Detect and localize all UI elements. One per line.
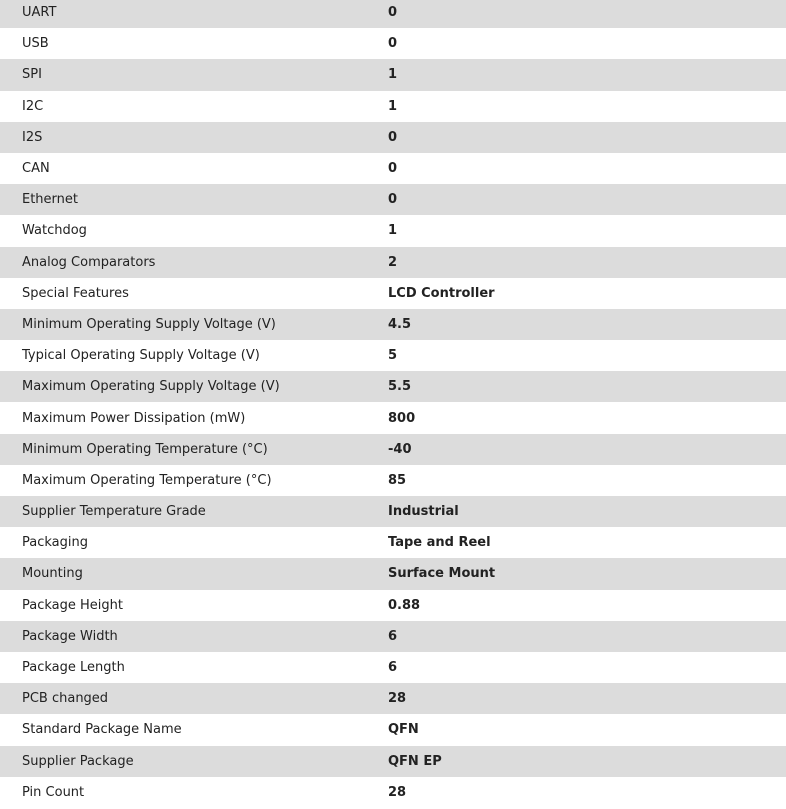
spec-value: LCD Controller: [388, 285, 495, 301]
spec-row-i2s: [0, 122, 786, 153]
spec-value: QFN: [388, 722, 419, 738]
spec-label: Maximum Power Dissipation (mW): [22, 410, 246, 426]
spec-value: Tape and Reel: [388, 535, 491, 551]
spec-value: 28: [388, 691, 407, 707]
spec-label: Maximum Operating Temperature (°C): [22, 472, 272, 488]
spec-label: Supplier Package: [22, 753, 134, 769]
spec-row-uart: [0, 0, 786, 28]
spec-row-can: [0, 153, 786, 184]
spec-row-min-supply-voltage: [0, 309, 786, 340]
spec-value: 1: [388, 67, 398, 83]
spec-label: Analog Comparators: [22, 254, 156, 270]
spec-value: 6: [388, 628, 398, 644]
spec-value: 1: [388, 98, 398, 114]
spec-row-typ-supply-voltage: [0, 340, 786, 371]
spec-row-package-length: [0, 652, 786, 683]
spec-row-temperature-grade: [0, 496, 786, 527]
spec-value: 0.88: [388, 597, 421, 613]
spec-label: I2C: [22, 98, 44, 114]
spec-label: Package Length: [22, 660, 125, 676]
spec-row-max-supply-voltage: [0, 371, 786, 402]
spec-label: Supplier Temperature Grade: [22, 504, 206, 520]
spec-value: 0: [388, 36, 398, 52]
spec-value: 6: [388, 660, 398, 676]
spec-value: Surface Mount: [388, 566, 496, 582]
spec-row-usb: [0, 28, 786, 59]
spec-label: USB: [22, 36, 49, 52]
spec-value: 1: [388, 223, 398, 239]
spec-label: Pin Count: [22, 784, 85, 800]
spec-value: 0: [388, 161, 398, 177]
spec-row-package-width: [0, 621, 786, 652]
spec-label: Minimum Operating Supply Voltage (V): [22, 316, 276, 332]
spec-row-special-features: [0, 278, 786, 309]
spec-label: Package Width: [22, 628, 118, 644]
spec-label: Special Features: [22, 285, 129, 301]
spec-value: 28: [388, 784, 407, 800]
spec-label: UART: [22, 5, 57, 21]
spec-value: 0: [388, 192, 398, 208]
spec-value: 2: [388, 254, 398, 270]
spec-row-packaging: [0, 527, 786, 558]
spec-label: Typical Operating Supply Voltage (V): [22, 348, 260, 364]
spec-row-pin-count: [0, 777, 786, 808]
spec-row-spi: [0, 59, 786, 90]
spec-value: 800: [388, 410, 416, 426]
spec-row-pcb-changed: [0, 683, 786, 714]
spec-label: SPI: [22, 67, 42, 83]
spec-row-supplier-package: [0, 746, 786, 777]
spec-label: Packaging: [22, 535, 88, 551]
spec-label: Standard Package Name: [22, 722, 182, 738]
spec-value: 0: [388, 129, 398, 145]
spec-label: Watchdog: [22, 223, 87, 239]
spec-label: Package Height: [22, 597, 123, 613]
spec-value: 4.5: [388, 316, 412, 332]
spec-label: PCB changed: [22, 691, 109, 707]
spec-label: I2S: [22, 129, 43, 145]
spec-row-watchdog: [0, 215, 786, 246]
spec-row-standard-package-name: [0, 714, 786, 745]
spec-label: Minimum Operating Temperature (°C): [22, 441, 268, 457]
spec-label: CAN: [22, 161, 50, 177]
spec-value: QFN EP: [388, 753, 442, 769]
spec-row-min-operating-temp: [0, 434, 786, 465]
spec-row-analog-comparators: [0, 247, 786, 278]
spec-row-max-operating-temp: [0, 465, 786, 496]
spec-label: Ethernet: [22, 192, 78, 208]
spec-value: 0: [388, 5, 398, 21]
spec-value: Industrial: [388, 504, 459, 520]
spec-value: -40: [388, 441, 412, 457]
spec-label: Mounting: [22, 566, 83, 582]
spec-row-i2c: [0, 91, 786, 122]
spec-value: 5: [388, 348, 398, 364]
spec-label: Maximum Operating Supply Voltage (V): [22, 379, 280, 395]
spec-row-package-height: [0, 590, 786, 621]
spec-value: 85: [388, 472, 407, 488]
spec-row-mounting: [0, 558, 786, 589]
spec-value: 5.5: [388, 379, 412, 395]
spec-row-ethernet: [0, 184, 786, 215]
spec-row-max-power-dissipation: [0, 402, 786, 433]
